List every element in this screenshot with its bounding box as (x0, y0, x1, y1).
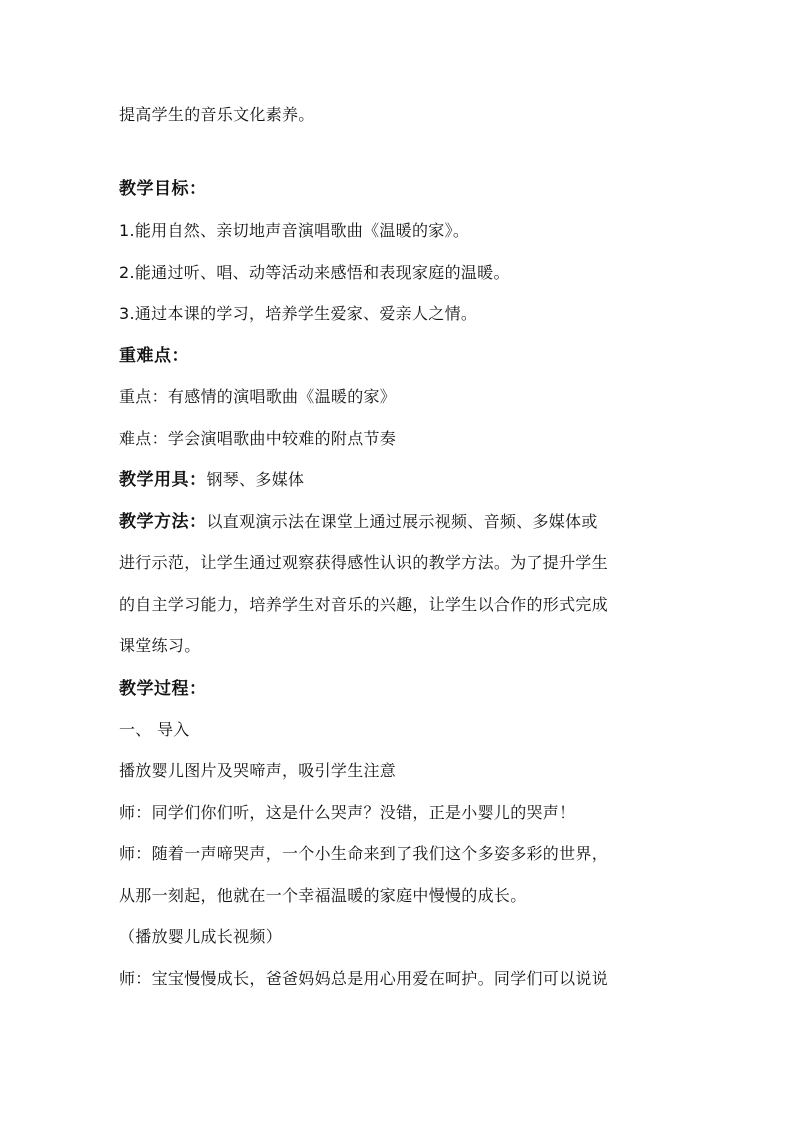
objective-item-1: 1.能用自然、亲切地声音演唱歌曲《温暖的家》。 (119, 221, 470, 240)
objective-item-3: 3.通过本课的学习，培养学生爱家、爱亲人之情。 (119, 304, 478, 323)
key-point-focus: 重点：有感情的演唱歌曲《温暖的家》 (119, 387, 397, 406)
process-section-title: 一、 导入 (119, 720, 190, 739)
methods-line-3: 的自主学习能力，培养学生对音乐的兴趣，让学生以合作的形式完成 (119, 595, 609, 614)
process-line-6: 师：宝宝慢慢成长，爸爸妈妈总是用心用爱在呵护。同学们可以说说 (119, 969, 609, 988)
methods-label: 教学方法： (119, 512, 207, 532)
methods-text-1: 以直观演示法在课堂上通过展示视频、音频、多媒体或 (206, 512, 598, 531)
methods-line-4: 课堂练习。 (119, 636, 201, 655)
methods-line-1 (119, 511, 699, 533)
objective-item-2: 2.能通过听、唱、动等活动来感悟和表现家庭的温暖。 (119, 263, 510, 282)
process-heading: 教学过程： (119, 679, 207, 699)
tools-text: 钢琴、多媒体 (206, 470, 305, 489)
process-line-4: 从那一刻起，他就在一个幸福温暖的家庭中慢慢的成长。 (119, 886, 527, 905)
process-line-2: 师：同学们你们听，这是什么哭声？没错，正是小婴儿的哭声！ (119, 803, 576, 822)
key-point-difficulty: 难点：学会演唱歌曲中较难的附点节奏 (119, 429, 397, 448)
objectives-heading: 教学目标： (119, 179, 207, 199)
intro-line: 提高学生的音乐文化素养。 (119, 105, 315, 124)
tools-line (119, 469, 699, 491)
methods-line-2: 进行示范，让学生通过观察获得感性认识的教学方法。为了提升学生 (119, 553, 609, 572)
process-line-5: （播放婴儿成长视频） (119, 927, 283, 946)
process-line-1: 播放婴儿图片及哭啼声，吸引学生注意 (119, 761, 397, 780)
process-line-3: 师：随着一声啼哭声，一个小生命来到了我们这个多姿多彩的世界， (119, 844, 609, 863)
tools-label: 教学用具： (119, 470, 207, 490)
key-points-heading: 重难点： (119, 346, 189, 366)
